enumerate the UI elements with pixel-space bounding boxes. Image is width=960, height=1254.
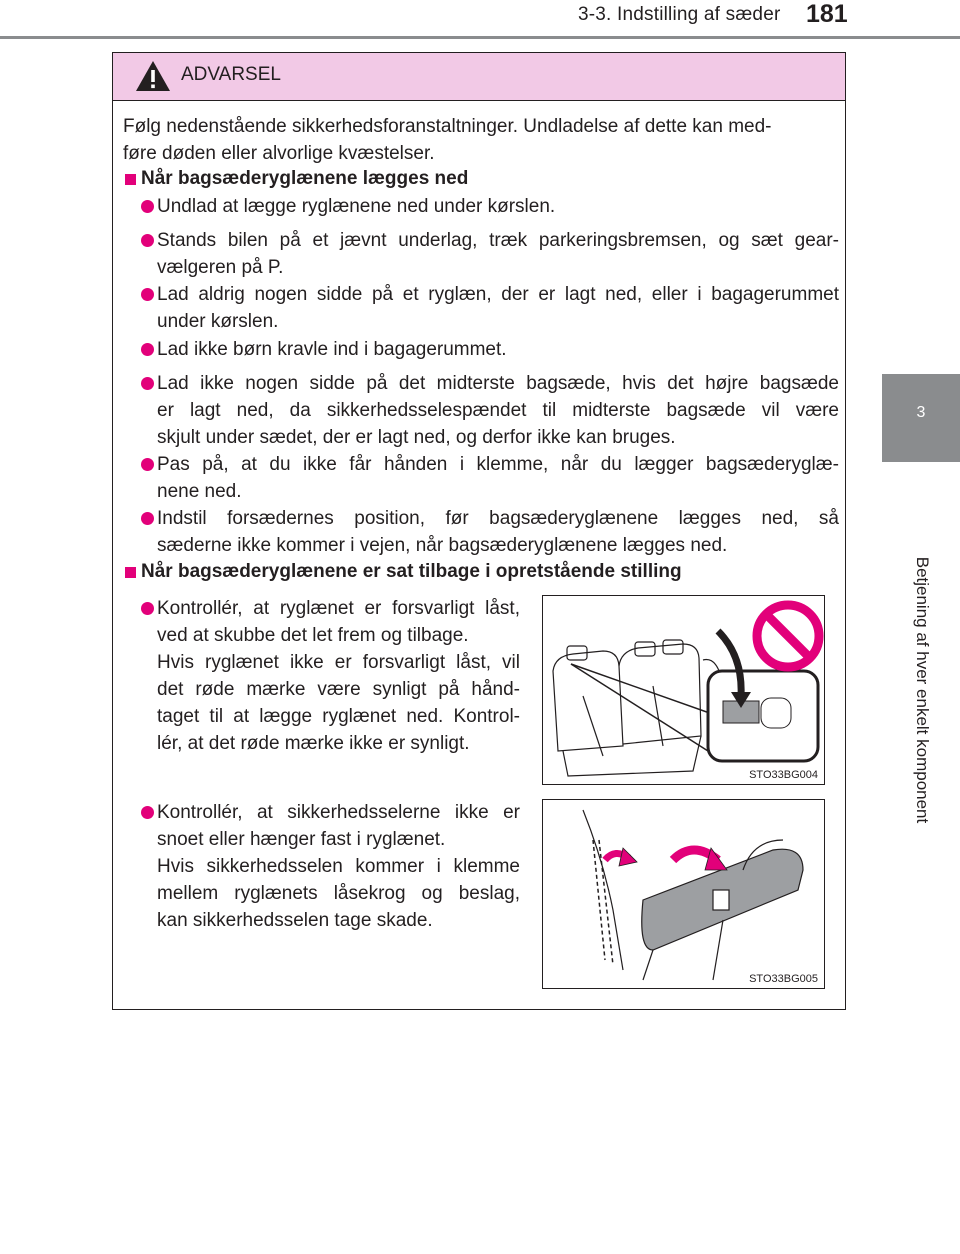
chapter-tab bbox=[882, 374, 960, 462]
item-line: Lad ikke nogen sidde på det midterste bagsæde, hvis det højre bagsæde bbox=[157, 373, 839, 394]
warning-header bbox=[113, 53, 845, 101]
bullet-icon bbox=[141, 377, 154, 390]
bullet-icon bbox=[141, 200, 154, 213]
list-item bbox=[157, 281, 839, 335]
folded-seat-illustration bbox=[543, 800, 824, 988]
figure-seatbelt-check bbox=[542, 799, 825, 989]
list-item bbox=[157, 451, 839, 505]
chapter-number: 3 bbox=[916, 404, 926, 421]
figure-code: STO33BG005 bbox=[749, 973, 818, 985]
list-item bbox=[157, 370, 839, 451]
item-line: vælgeren på P. bbox=[157, 257, 284, 278]
item-line: er lagt ned, da sikkerhedsselespændet til midterste bagsæde vil være bbox=[157, 400, 839, 421]
item-line: taget til at lægge ryglænet ned. Kontrol- bbox=[157, 706, 520, 727]
item-line: Hvis sikkerhedsselen kommer i klemme bbox=[157, 856, 520, 877]
bullet-icon bbox=[141, 343, 154, 356]
bullet-icon bbox=[141, 602, 154, 615]
page-number: 181 bbox=[806, 0, 848, 28]
item-line: Indstil forsædernes position, før bagsæderyglænene lægges ned, så bbox=[157, 508, 839, 529]
item-line: Lad ikke børn kravle ind i bagagerummet. bbox=[157, 339, 507, 360]
chapter-label: Betjening af hver enkelt komponent bbox=[913, 556, 932, 824]
intro-line: Følg nedenstående sikkerhedsforanstaltninger. Undladelse af dette kan med- bbox=[123, 116, 772, 137]
section2-heading: Når bagsæderyglænene er sat tilbage i opretstående stilling bbox=[141, 561, 682, 582]
rear-seat-illustration bbox=[543, 596, 824, 784]
list-item bbox=[157, 193, 839, 220]
warning-title: ADVARSEL bbox=[181, 64, 281, 85]
section-square-icon bbox=[125, 174, 136, 185]
bullet-icon bbox=[141, 288, 154, 301]
bullet-icon bbox=[141, 512, 154, 525]
header-divider bbox=[0, 36, 960, 39]
item-line: det røde mærke være synligt på hånd- bbox=[157, 679, 520, 700]
item-line: Lad aldrig nogen sidde på et ryglæn, der er lagt ned, eller i bagagerummet bbox=[157, 284, 839, 305]
list-item bbox=[157, 595, 520, 757]
item-line: Pas på, at du ikke får hånden i klemme, når du lægger bagsæderyglæ- bbox=[157, 454, 839, 475]
item-line: mellem ryglænets låsekrog og beslag, bbox=[157, 883, 520, 904]
list-item bbox=[157, 505, 839, 559]
item-line: Hvis ryglænet ikke er forsvarligt låst, vil bbox=[157, 652, 520, 673]
item-line: skjult under sædet, der er lagt ned, og derfor ikke kan bruges. bbox=[157, 427, 676, 448]
item-line: kan sikkerhedsselen tage skade. bbox=[157, 910, 433, 931]
item-line: Undlad at lægge ryglænene ned under kørslen. bbox=[157, 196, 556, 217]
list-item bbox=[157, 227, 839, 281]
item-line: Kontrollér, at sikkerhedsselerne ikke er bbox=[157, 802, 520, 823]
item-line: sæderne ikke kommer i vejen, når bagsæderyglænene lægges ned. bbox=[157, 535, 728, 556]
bullet-icon bbox=[141, 458, 154, 471]
item-line: Kontrollér, at ryglænet er forsvarligt låst, bbox=[157, 598, 520, 619]
section1-heading: Når bagsæderyglænene lægges ned bbox=[141, 168, 469, 189]
item-line: under kørslen. bbox=[157, 311, 279, 332]
section-title: 3-3. Indstilling af sæder bbox=[578, 4, 781, 25]
item-line: snoet eller hænger fast i ryglænet. bbox=[157, 829, 446, 850]
intro-line: føre døden eller alvorlige kvæstelser. bbox=[123, 143, 435, 164]
warning-intro bbox=[123, 113, 835, 167]
section-square-icon bbox=[125, 567, 136, 578]
warning-triangle-icon bbox=[135, 60, 171, 92]
item-line: nene ned. bbox=[157, 481, 242, 502]
bullet-icon bbox=[141, 234, 154, 247]
list-item bbox=[157, 336, 839, 363]
list-item bbox=[157, 799, 520, 934]
item-line: lér, at det røde mærke ikke er synligt. bbox=[157, 733, 470, 754]
figure-code: STO33BG004 bbox=[749, 769, 818, 781]
item-line: Stands bilen på et jævnt underlag, træk parkeringsbremsen, og sæt gear- bbox=[157, 230, 839, 251]
item-line: ved at skubbe det let frem og tilbage. bbox=[157, 625, 469, 646]
bullet-icon bbox=[141, 806, 154, 819]
figure-seat-lock-indicator bbox=[542, 595, 825, 785]
warning-box bbox=[112, 52, 846, 1010]
